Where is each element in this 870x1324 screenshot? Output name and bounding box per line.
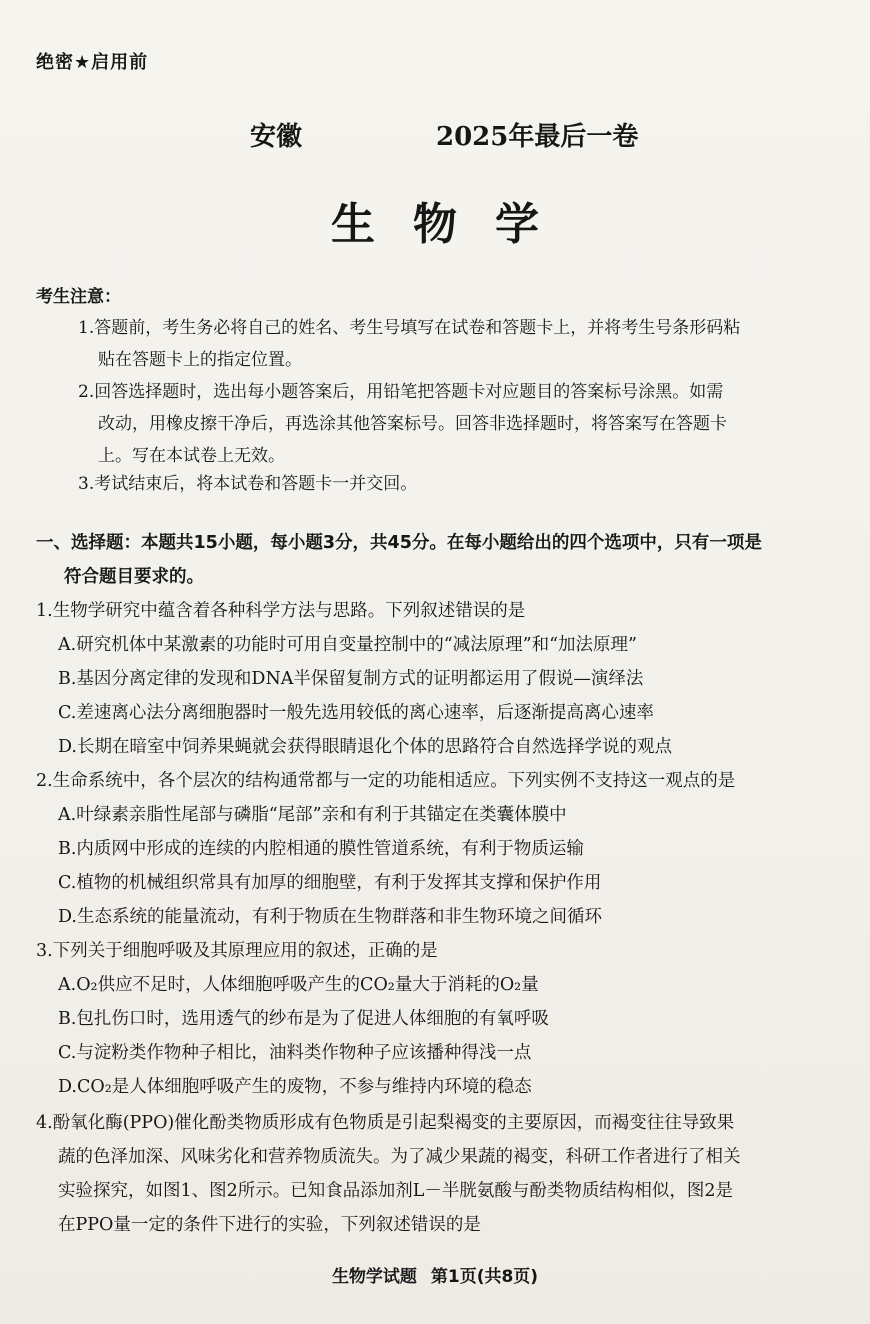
question-3-option-a: A.O₂供应不足时，人体细胞呼吸产生的CO₂量大于消耗的O₂量 [58, 975, 539, 995]
notice-item-3-line1: 3.考试结束后，将本试卷和答题卡一并交回。 [78, 474, 418, 494]
question-2-option-b: B.内质网中形成的连续的内腔相通的膜性管道系统，有利于物质运输 [58, 839, 584, 859]
notice-item-1-line1: 1.答题前，考生务必将自己的姓名、考生号填写在试卷和答题卡上，并将考生号条形码粘 [78, 318, 741, 338]
notice-item-2-line2: 改动，用橡皮擦干净后，再选涂其他答案标号。回答非选择题时，将答案写在答题卡 [98, 414, 727, 434]
subject-title: 生物学 [331, 199, 577, 250]
notice-item-3 [78, 468, 838, 500]
question-3-option-c: C.与淀粉类作物种子相比，油料类作物种子应该播种得浅一点 [58, 1043, 532, 1063]
page-footer [0, 1262, 870, 1287]
question-4-stem-line1: 4.酚氧化酶(PPO)催化酚类物质形成有色物质是引起梨褐变的主要原因，而褐变往往导致果 [36, 1113, 735, 1133]
notice-item-2-line1: 2.回答选择题时，选出每小题答案后，用铅笔把答题卡对应题目的答案标号涂黑。如需 [78, 382, 724, 402]
province-label: 安徽 [250, 122, 303, 152]
question-1-option-c: C.差速离心法分离细胞器时一般先选用较低的离心速率，后逐渐提高离心速率 [58, 703, 654, 723]
section-heading-line1: 一、选择题：本题共15小题，每小题3分，共45分。在每小题给出的四个选项中，只有一项是 [36, 533, 762, 553]
question-3-stem: 3.下列关于细胞呼吸及其原理应用的叙述，正确的是 [36, 941, 438, 961]
question-2-option-c: C.植物的机械组织常具有加厚的细胞壁，有利于发挥其支撑和保护作用 [58, 873, 602, 893]
section-heading-line2: 符合题目要求的。 [64, 567, 204, 587]
question-2-option-a: A.叶绿素亲脂性尾部与磷脂“尾部”亲和有利于其锚定在类囊体膜中 [58, 805, 567, 825]
question-1-option-b: B.基因分离定律的发现和DNA半保留复制方式的证明都运用了假说—演绎法 [58, 669, 644, 689]
question-4-stem-line2: 蔬的色泽加深、风味劣化和营养物质流失。为了减少果蔬的褐变，科研工作者进行了相关 [58, 1147, 741, 1167]
notice-item-1-line2: 贴在答题卡上的指定位置。 [98, 350, 302, 370]
section-heading [36, 526, 836, 594]
footer-subject: 生物学试题 [331, 1267, 417, 1287]
question-3-option-b: B.包扎伤口时，选用透气的纱布是为了促进人体细胞的有氧呼吸 [58, 1009, 549, 1029]
question-3-option-d: D.CO₂是人体细胞呼吸产生的废物，不参与维持内环境的稳态 [58, 1077, 532, 1097]
question-4-stem-line4: 在PPO量一定的条件下进行的实验，下列叙述错误的是 [58, 1215, 481, 1235]
question-2-option-d: D.生态系统的能量流动，有利于物质在生物群落和非生物环境之间循环 [58, 907, 602, 927]
notice-item-2-line3: 上。写在本试卷上无效。 [98, 446, 285, 466]
question-2-stem: 2.生命系统中，各个层次的结构通常都与一定的功能相适应。下列实例不支持这一观点的是 [36, 771, 736, 791]
footer-page-number: 第1页(共8页) [430, 1267, 539, 1287]
notice-item-1 [78, 312, 838, 376]
question-4-stem [36, 1106, 841, 1242]
notice-item-2 [78, 376, 838, 472]
exam-name: 2025年最后一卷 [436, 122, 639, 152]
question-4-stem-line3: 实验探究，如图1、图2所示。已知食品添加剂L－半胱氨酸与酚类物质结构相似，图2是 [58, 1181, 734, 1201]
confidential-label: 绝密★启用前 [36, 52, 149, 73]
question-1-stem: 1.生物学研究中蕴含着各种科学方法与思路。下列叙述错误的是 [36, 601, 526, 621]
question-1-option-a: A.研究机体中某激素的功能时可用自变量控制中的“减法原理”和“加法原理” [58, 635, 637, 655]
notice-title: 考生注意： [36, 287, 121, 307]
question-1-option-d: D.长期在暗室中饲养果蝇就会获得眼睛退化个体的思路符合自然选择学说的观点 [58, 737, 672, 757]
